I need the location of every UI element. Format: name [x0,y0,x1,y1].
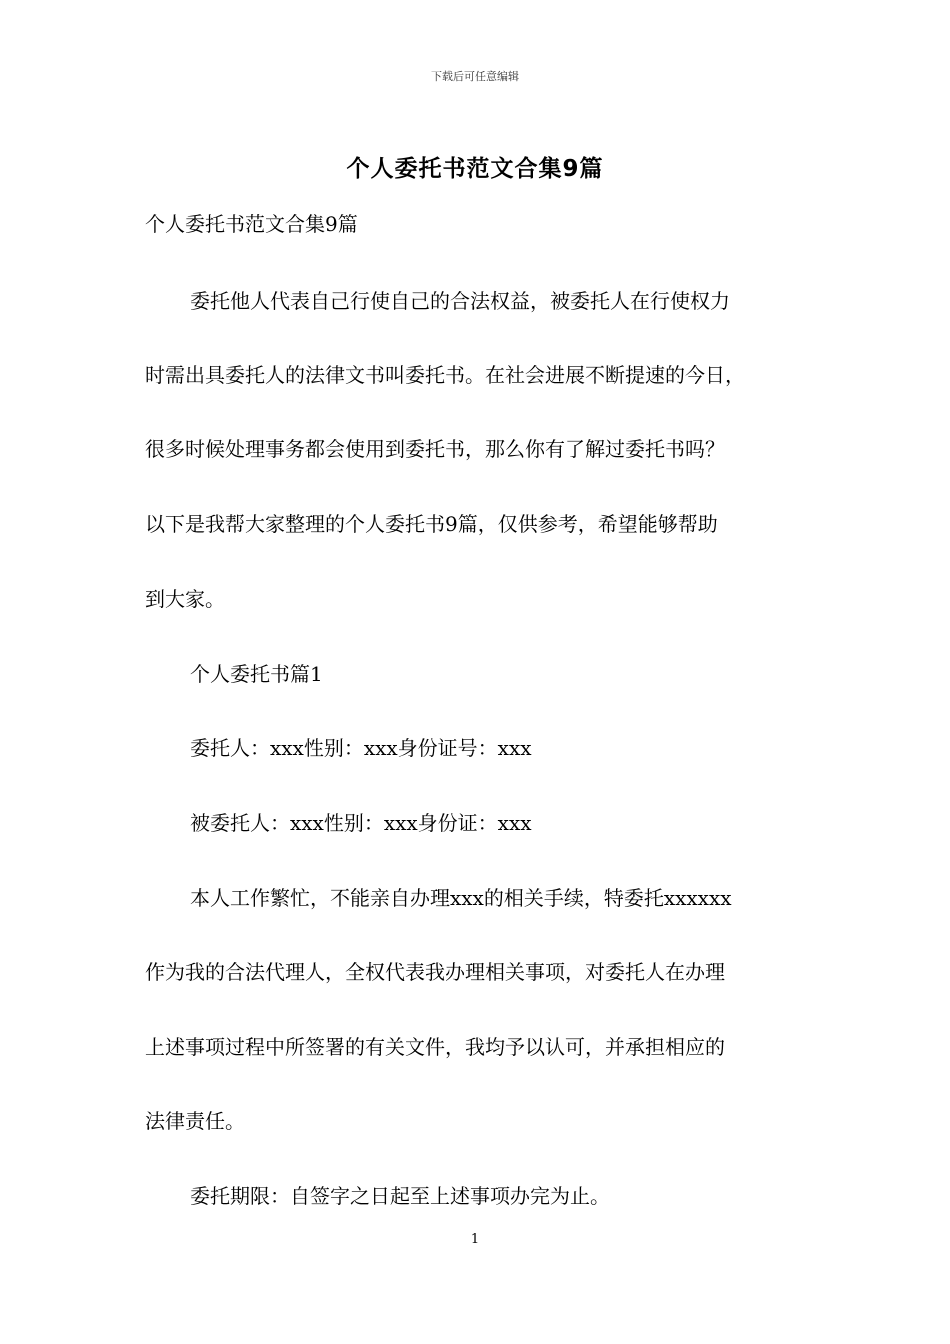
intro-line-3: 很多时候处理事务都会使用到委托书，那么你有了解过委托书吗？ [145,437,725,461]
intro-line-5: 到大家。 [145,587,225,611]
body-line-1: 本人工作繁忙，不能亲自办理xxx的相关手续，特委托xxxxxx [190,886,732,910]
intro-line-2: 时需出具委托人的法律文书叫委托书。在社会进展不断提速的今日， [145,363,745,387]
intro-line-1: 委托他人代表自己行使自己的合法权益，被委托人在行使权力 [190,289,730,313]
body-line-2: 作为我的合法代理人，全权代表我办理相关事项，对委托人在办理 [145,960,725,984]
body-line-3: 上述事项过程中所签署的有关文件，我均予以认可，并承担相应的 [145,1035,725,1059]
header-note: 下载后可任意编辑 [431,70,519,83]
term-line: 委托期限：自签字之日起至上述事项办完为止。 [190,1184,610,1208]
agent-line: 被委托人：xxx性别：xxx身份证：xxx [190,811,532,835]
document-subtitle: 个人委托书范文合集9篇 [145,212,358,236]
page-number: 1 [470,1232,480,1247]
intro-line-4: 以下是我帮大家整理的个人委托书9篇，仅供参考，希望能够帮助 [145,512,718,536]
body-line-4: 法律责任。 [145,1109,245,1133]
section-heading: 个人委托书篇1 [190,662,323,686]
principal-line: 委托人：xxx性别：xxx身份证号：xxx [190,736,532,760]
document-title: 个人委托书范文合集9篇 [346,156,604,182]
